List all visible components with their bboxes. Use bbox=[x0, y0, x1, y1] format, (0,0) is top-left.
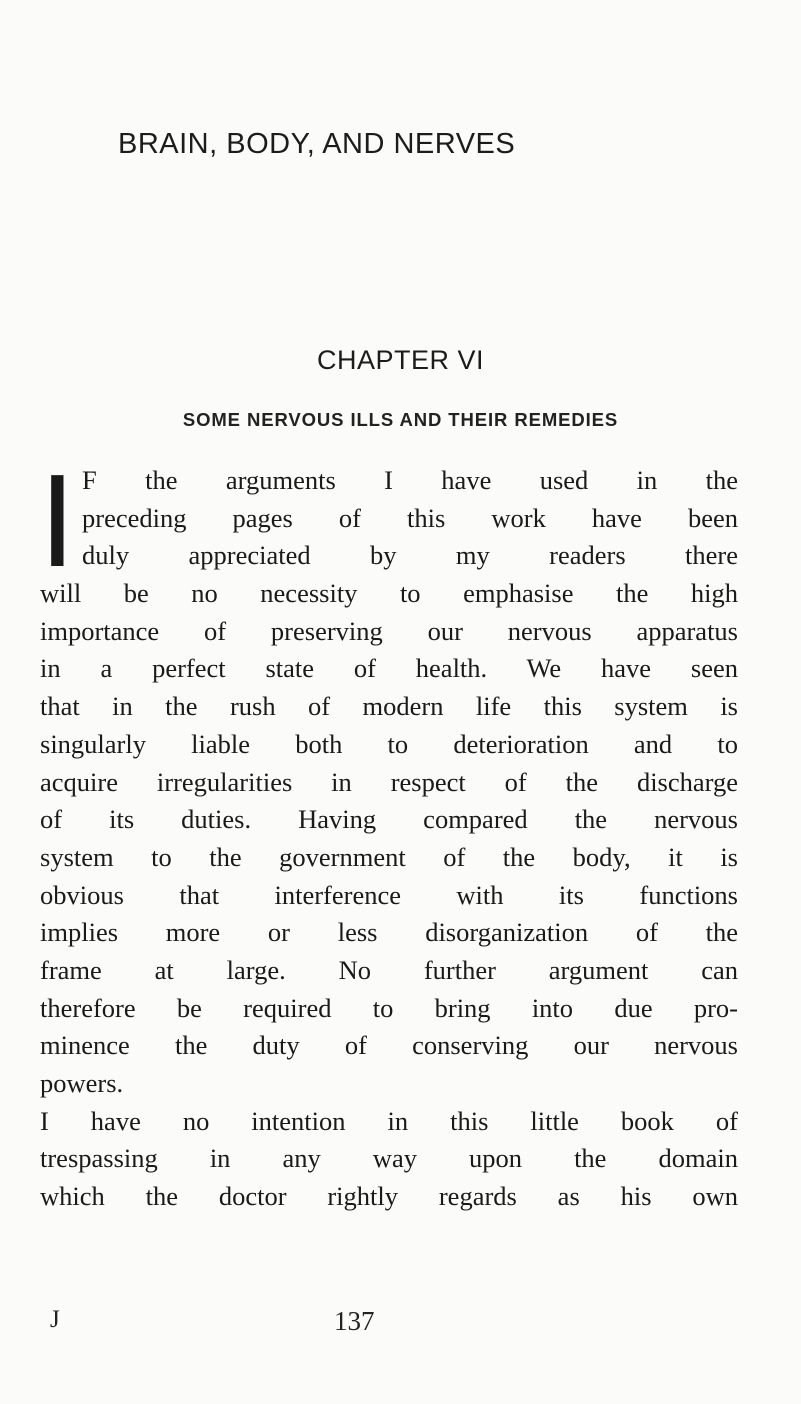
text-line: minence the duty of conserving our nervous bbox=[40, 1030, 738, 1061]
chapter-number: CHAPTER VI bbox=[316, 345, 485, 375]
text-line: will be no necessity to emphasise the high bbox=[40, 578, 738, 609]
page-number: 137 bbox=[334, 1306, 375, 1336]
text-line: obvious that interference with its functions bbox=[40, 879, 738, 910]
text-line: preceding pages of this work have been bbox=[82, 502, 738, 533]
text-line: acquire irregularities in respect of the discharge bbox=[40, 766, 738, 797]
text-line: powers. bbox=[40, 1068, 124, 1098]
text-line: duly appreciated by my readers there bbox=[82, 540, 738, 571]
text-line: system to the government of the body, it is bbox=[40, 841, 738, 872]
text-line: frame at large. No further argument can bbox=[40, 954, 738, 985]
running-head: BRAIN, BODY, AND NERVES bbox=[118, 128, 516, 160]
text-line: which the doctor rightly regards as his own bbox=[40, 1181, 738, 1212]
text-line: I have no intention in this little book of bbox=[40, 1105, 738, 1136]
text-line: implies more or less disorganization of the bbox=[40, 917, 738, 948]
text-line: in a perfect state of health. We have seen bbox=[40, 653, 738, 684]
text-line: trespassing in any way upon the domain bbox=[40, 1143, 738, 1174]
signature-mark: J bbox=[50, 1306, 60, 1333]
text-line: therefore be required to bring into due pro- bbox=[40, 992, 738, 1023]
body-text bbox=[39, 447, 738, 1216]
text-line: that in the rush of modern life this system is bbox=[40, 691, 738, 722]
text-line: F the arguments I have used in the bbox=[82, 465, 738, 495]
text-line: singularly liable both to deterioration and to bbox=[40, 728, 738, 759]
text-line: of its duties. Having compared the nervous bbox=[40, 804, 738, 835]
text-line: importance of preserving our nervous apparatus bbox=[40, 615, 738, 646]
chapter-title: SOME NERVOUS ILLS AND THEIR REMEDIES bbox=[182, 409, 619, 430]
drop-cap: I bbox=[39, 447, 76, 594]
